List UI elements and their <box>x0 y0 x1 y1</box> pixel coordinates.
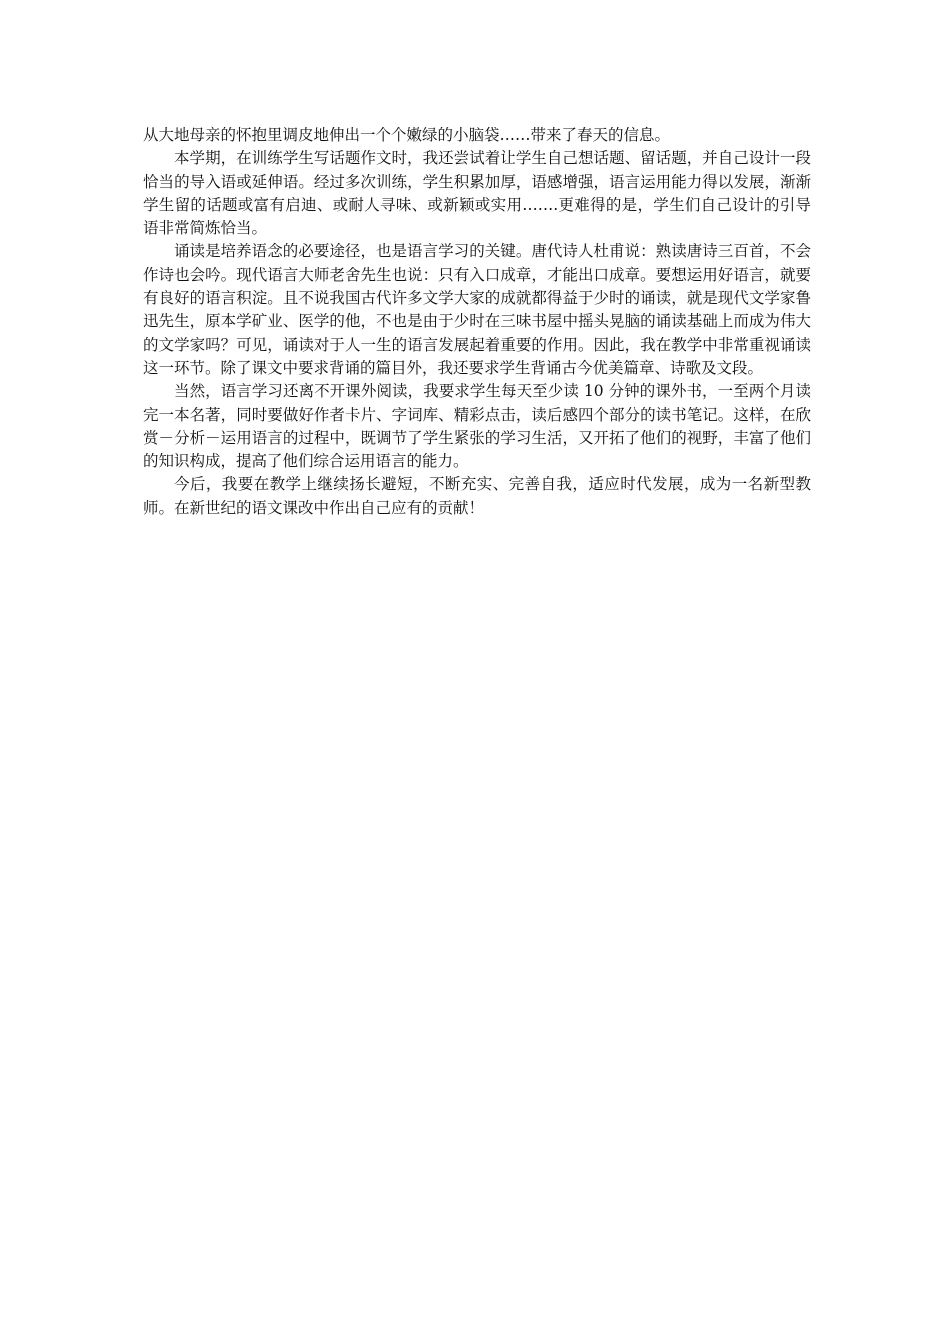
paragraph-5: 今后，我要在教学上继续扬长避短，不断充实、完善自我，适应时代发展，成为一名新型教师。在新世纪的语文课改中作出自己应有的贡献！ <box>143 475 811 517</box>
document-body <box>143 124 811 520</box>
paragraph-3: 诵读是培养语念的必要途径，也是语言学习的关键。唐代诗人杜甫说：熟读唐诗三百首，不会作诗也会吟。现代语言大师老舍先生也说：只有入口成章，才能出口成章。要想运用好语言，就要有良好的语言积淀。且不说我国古代许多文学大家的成就都得益于少时的诵读，就是现代文学家鲁迅先生，原本学矿业、医学的他，不也是由于少时在三味书屋中摇头晃脑的诵读基础上而成为伟大的文学家吗？可见，诵读对于人一生的语言发展起着重要的作用。因此，我在教学中非常重视诵读这一环节。除了课文中要求背诵的篇目外，我还要求学生背诵古今优美篇章、诗歌及文段。 <box>143 242 811 377</box>
paragraph-1: 从大地母亲的怀抱里调皮地伸出一个个嫩绿的小脑袋……带来了春天的信息。 <box>143 126 671 144</box>
paragraph-2: 本学期，在训练学生写话题作文时，我还尝试着让学生自己想话题、留话题，并自己设计一段恰当的导入语或延伸语。经过多次训练，学生积累加厚，语感增强，语言运用能力得以发展，渐渐学生留的话题或富有启迪、或耐人寻味、或新颖或实用…….更难得的是，学生们自己设计的引导语非常简炼恰当。 <box>143 149 811 238</box>
paragraph-4: 当然，语言学习还离不开课外阅读，我要求学生每天至少读 10 分钟的课外书，一至两个月读完一本名著，同时要做好作者卡片、字词库、精彩点击，读后感四个部分的读书笔记。这样，在欣赏－分析－运用语言的过程中，既调节了学生紧张的学习生活，又开拓了他们的视野，丰富了他们的知识构成，提高了他们综合运用语言的能力。 <box>143 382 811 471</box>
